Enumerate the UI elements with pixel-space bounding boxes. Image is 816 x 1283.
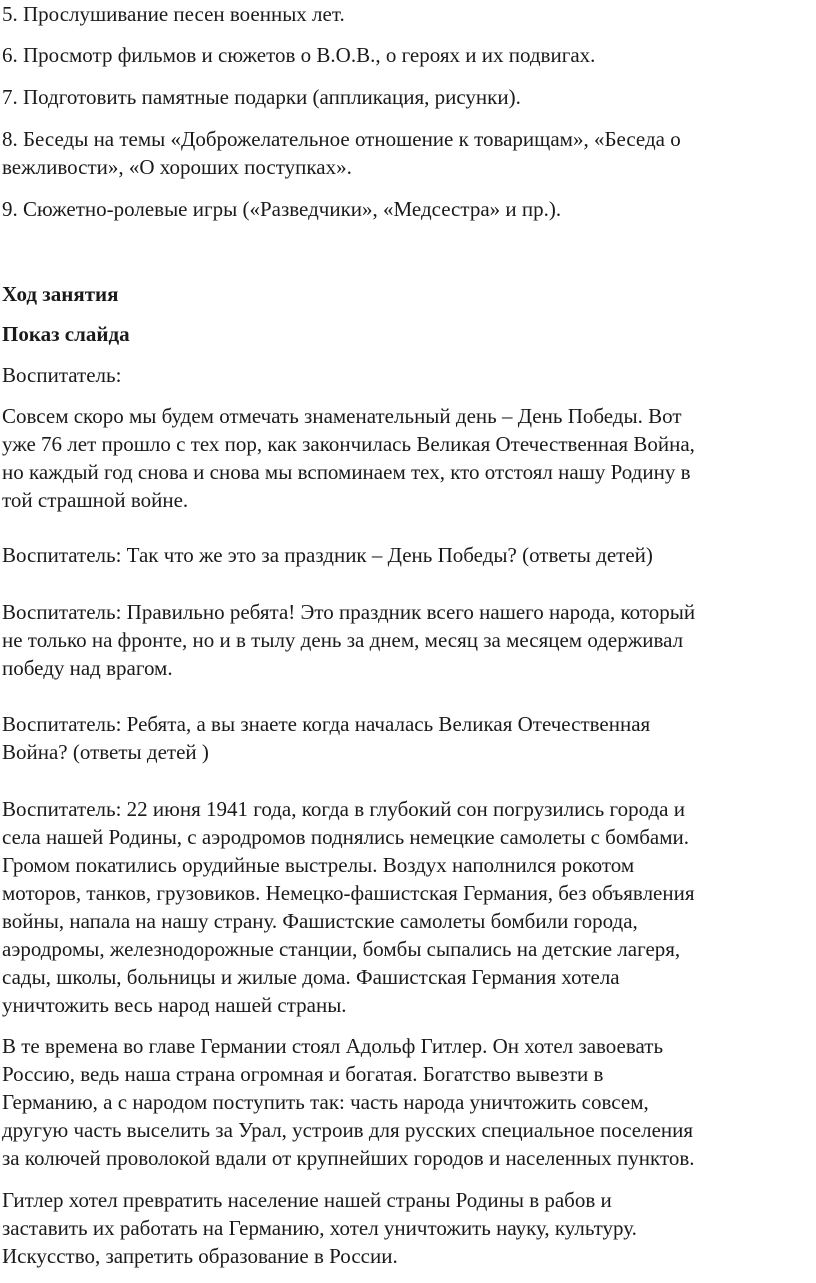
list-item-9: 9. Сюжетно-ролевые игры («Разведчики», «Медсестра» и пр.). [2,197,562,221]
paragraph-3: Воспитатель: Правильно ребята! Это праздник всего нашего народа, который не только на фронте, но и в тылу день за днем, месяц за месяцем одерживал победу над врагом. [2,600,696,680]
paragraph-2: Воспитатель: Так что же это за праздник – День Победы? (ответы детей) [2,543,653,567]
speaker-label: Воспитатель: [2,363,122,387]
paragraph-5: Воспитатель: 22 июня 1941 года, когда в глубокий сон погрузились города и села нашей Родины, с аэродромов поднялись немецкие самолеты с бомбами. Громом покатились орудийные выстрелы. Воздух наполнился рокотом моторов, танков, грузовиков. Немецко-фашистская Германия, без объявления войны, напала на нашу страну. Фашистские самолеты бомбили города, аэродромы, железнодорожные станции, бомбы сыпались на детские лагеря, сады, школы, больницы и жилые дома. Фашистская Германия хотела уничтожить весь народ нашей страны. [2,797,695,1017]
paragraph-4: Воспитатель: Ребята, а вы знаете когда началась Великая Отечественная Война? (ответы детей ) [2,712,651,764]
heading-show-slide: Показ слайда [2,322,130,346]
list-item-6: 6. Просмотр фильмов и сюжетов о В.О.В., о героях и их подвигах. [2,43,596,67]
list-item-8: 8. Беседы на темы «Доброжелательное отношение к товарищам», «Беседа о вежливости», «О хороших поступках». [2,127,681,179]
list-item-5: 5. Прослушивание песен военных лет. [2,2,345,26]
paragraph-6: В те времена во главе Германии стоял Адольф Гитлер. Он хотел завоевать Россию, ведь наша страна огромная и богатая. Богатство вывезти в Германию, а с народом поступить так: часть народа уничтожить совсем, другую часть выселить за Урал, устроив для русских специальное поселения за колючей проволокой вдали от крупнейших городов и населенных пунктов. [2,1034,695,1170]
paragraph-1: Совсем скоро мы будем отмечать знаменательный день – День Победы. Вот уже 76 лет прошло с тех пор, как закончилась Великая Отечественная Война, но каждый год снова и снова мы вспоминаем тех, кто отстоял нашу Родину в той страшной войне. [2,404,695,512]
heading-lesson-progress: Ход занятия [2,282,119,306]
paragraph-7: Гитлер хотел превратить население нашей страны Родины в рабов и заставить их работать на Германию, хотел уничтожить науку, культуру. Искусство, запретить образование в России. [2,1188,637,1268]
list-item-7: 7. Подготовить памятные подарки (аппликация, рисунки). [2,85,521,109]
